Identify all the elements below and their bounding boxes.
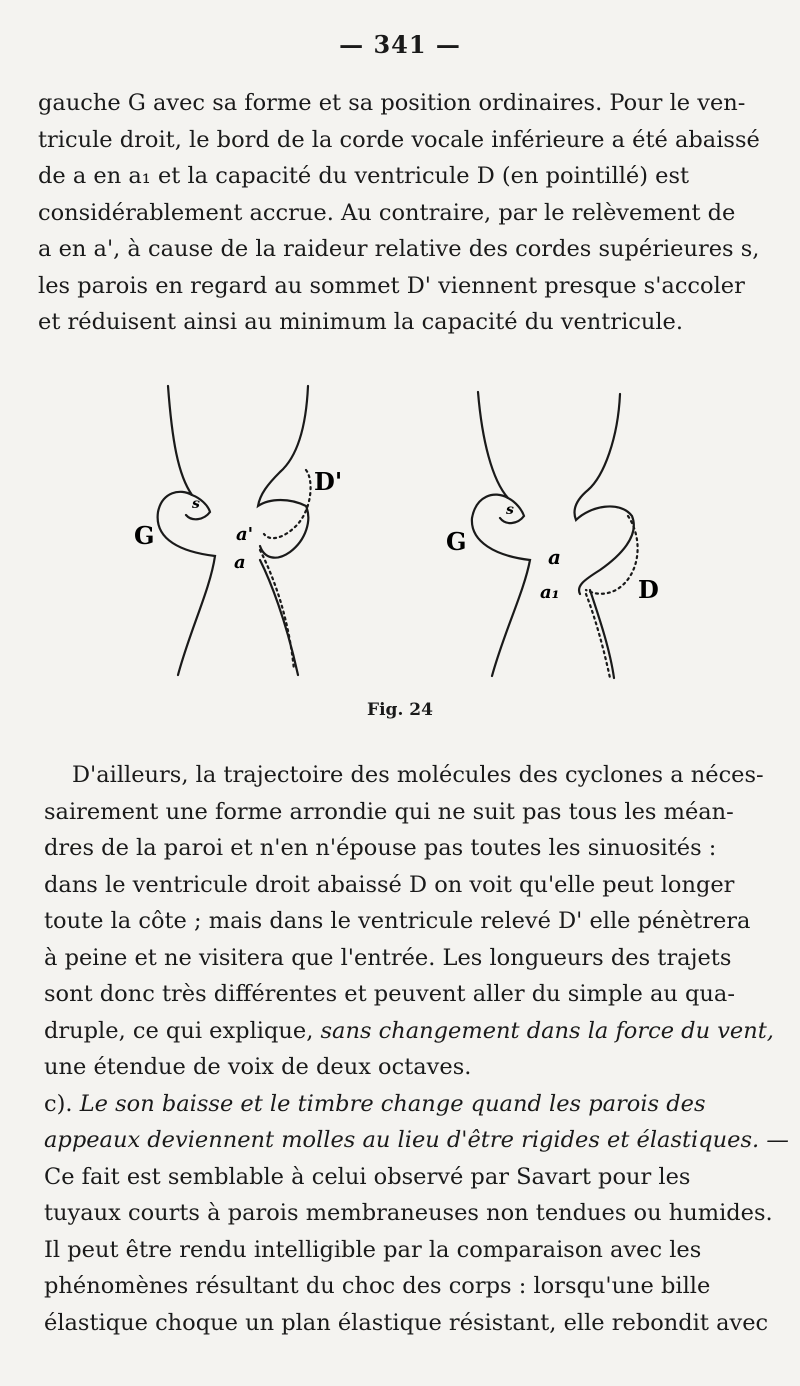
paragraph-top [38,85,762,341]
text-line: élastique choque un plan élastique résistant, elle rebondit avec [44,1309,769,1336]
text-line: Il peut être rendu intelligible par la comparaison avec les [44,1236,702,1263]
right-inner-wall [575,394,634,594]
text-line [44,1086,762,1123]
text-line [44,1122,789,1159]
text-line: à peine et ne visitera que l'entrée. Les longueurs des trajets [44,944,732,971]
right-lower-wall [590,590,614,678]
text-line: tricule droit, le bord de la corde vocale inférieure a été abaissé [38,126,760,153]
text-line: considérablement accrue. Au contraire, par le relèvement de [38,199,736,226]
left-label-a1: a' [236,524,254,545]
page-number: — 341 — [339,30,461,59]
text-line: Ce fait est semblable à celui observé par Savart pour les [44,1163,691,1190]
right-label-G: G [446,527,467,556]
right-label-a: a [548,545,561,569]
left-label-D: D' [314,467,343,496]
text-line: sairement une forme arrondie qui ne suit pas tous les méan- [44,798,734,825]
text-line: toute la côte ; mais dans le ventricule relevé D' elle pénètrera [44,908,751,934]
right-outer-wall [472,392,530,676]
left-label-G: G [134,521,155,550]
text-line: gauche G avec sa forme et sa position ordinaires. Pour le ven- [38,90,746,116]
right-label-a1: a₁ [540,582,560,603]
right-dotted-a1 [586,594,610,678]
text-span: druple, ce qui explique, [44,1017,314,1044]
text-line: une étendue de voix de deux octaves. [44,1054,472,1080]
paragraph-bottom [44,757,789,1341]
italic-span: appeaux deviennent molles au lieu d'être rigides et élastiques. — [44,1127,789,1153]
text-line: D'ailleurs, la trajectoire des molécules des cyclones a néces- [72,762,764,788]
text-line [44,1013,774,1050]
figure-24 [120,380,680,700]
italic-span: sans changement dans la force du vent, [320,1017,774,1044]
left-outer-wall [158,386,215,675]
right-label-D: D [638,575,659,604]
left-dotted-a1 [260,550,294,670]
text-line: sont donc très différentes et peuvent aller du simple au qua- [44,981,735,1007]
italic-span: Le son baisse et le timbre change quand les parois des [79,1090,706,1117]
text-line: dans le ventricule droit abaissé D on voit qu'elle peut longer [44,871,735,898]
left-label-s: s [192,496,200,512]
figure-caption: Fig. 24 [367,700,433,720]
text-line: de a en a₁ et la capacité du ventricule D (en pointillé) est [38,163,690,189]
left-inner-wall [258,386,308,558]
text-line: phénomènes résultant du choc des corps : lorsqu'une bille [44,1273,711,1299]
larynx-diagram [120,380,680,700]
text-line: dres de la paroi et n'en n'épouse pas toutes les sinuosités : [44,835,717,861]
text-line: et réduisent ainsi au minimum la capacité du ventricule. [38,309,684,335]
text-line: tuyaux courts à parois membraneuses non tendues ou humides. [44,1200,773,1226]
section-marker: c). [44,1090,73,1117]
right-label-s: s [506,502,514,518]
text-line: a en a', à cause de la raideur relative des cordes supérieures s, [38,236,760,262]
right-dotted-D [586,516,638,594]
left-label-a: a [234,552,246,573]
text-line: les parois en regard au sommet D' viennent presque s'accoler [38,272,745,299]
